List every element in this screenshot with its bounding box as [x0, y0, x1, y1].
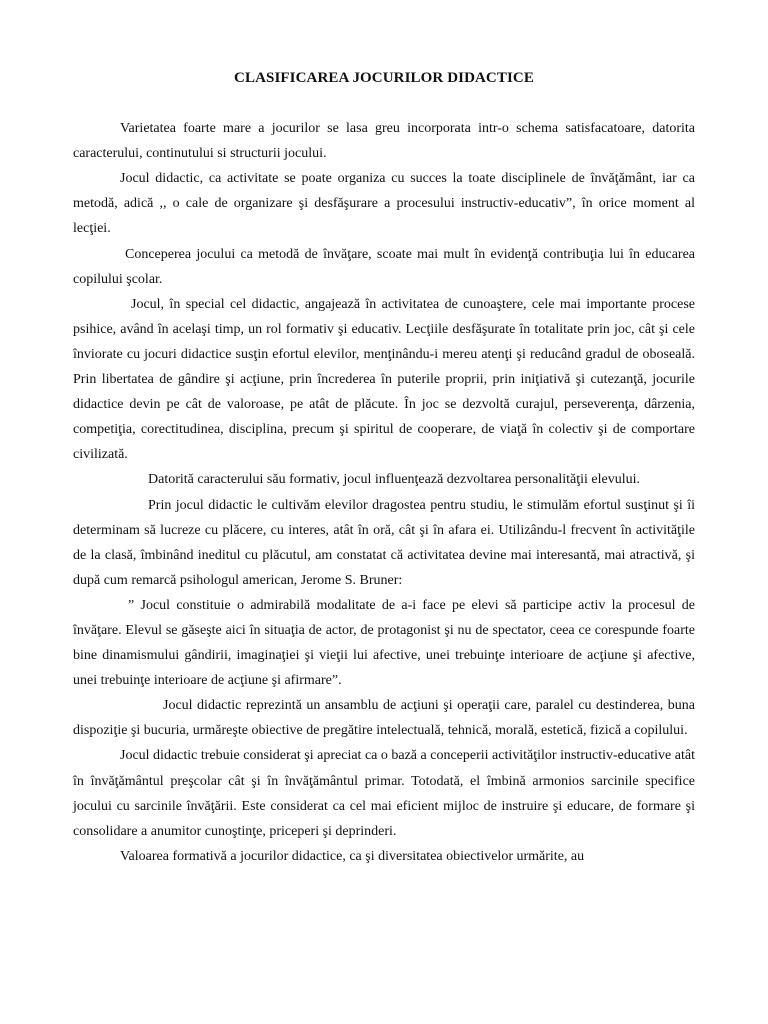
- paragraph-5: Datorită caracterului său formativ, jocul influenţează dezvoltarea personalităţii elevului.: [148, 472, 640, 488]
- paragraph-9: Jocul didactic trebuie considerat şi apreciat ca o bază a conceperii activităţilor instructiv-educative atât în învăţământul preşcolar cât şi în învăţământul primar. Totodată, el îmbină armonios sarcinile specifice jocului cu sarcinile învăţării. Este considerat ca cel mai eficient mijloc de instruire şi educare, de formare şi consolidare a anumitor cunoştinţe, priceperi şi deprinderi.: [73, 748, 695, 839]
- paragraph-6: Prin jocul didactic le cultivăm elevilor dragostea pentru studiu, le stimulăm efortul susţinut şi îi determinam să lucreze cu plăcere, cu interes, atât în oră, cât şi în afara ei. Utilizându-l frecvent în activităţile de la clasă, îmbinând ineditul cu plăcutul, am constatat că activitatea devine mai interesantă, mai atractivă, şi după cum remarcă psihologul american, Jerome S. Bruner:: [73, 497, 695, 588]
- document-page: [73, 66, 695, 869]
- paragraph-8: Jocul didactic reprezintă un ansamblu de acţiuni şi operaţii care, paralel cu destinderea, buna dispoziţie şi bucuria, urmăreşte obiective de pregătire intelectuală, tehnică, morală, estetică, fizică a copilului.: [73, 698, 695, 739]
- paragraph-10: Valoarea formativă a jocurilor didactice, ca şi diversitatea obiectivelor urmărite, au: [120, 848, 585, 864]
- document-title: CLASIFICAREA JOCURILOR DIDACTICE: [234, 70, 534, 86]
- paragraph-2: Jocul didactic, ca activitate se poate organiza cu succes la toate disciplinele de învăţământ, iar ca metodă, adică ,, o cale de organizare şi desfăşurare a procesului instructiv-educativ”, în orice moment al lecţiei.: [73, 171, 695, 237]
- paragraph-4: Jocul, în special cel didactic, angajează în activitatea de cunoaştere, cele mai importante procese psihice, având în acelaşi timp, un rol formativ şi educativ. Lecţiile desfăşurate în totalitate prin joc, cât şi cele înviorate cu jocuri didactice susţin efortul elevilor, menţinându-i mereu atenţi şi reducând gradul de oboseală. Prin libertatea de gândire şi acţiune, prin încrederea în puterile proprii, prin iniţiativă şi cutezanţă, jocurile didactice devin pe cât de valoroase, pe atât de plăcute. În joc se dezvoltă curajul, perseverenţa, dârzenia, competiţia, corectitudinea, disciplina, precum şi spiritul de cooperare, de viaţă în colectiv şi de comportare civilizată.: [73, 296, 695, 463]
- quote-paragraph: ” Jocul constituie o admirabilă modalitate de a-i face pe elevi să participe activ la procesul de învăţare. Elevul se găseşte aici în situaţia de actor, de protagonist şi nu de spectator, ceea ce corespunde foarte bine dinamismului gândirii, imaginaţiei şi vieţii lui afective, unei trebuinţe interioare de acţiune şi afective, unei trebuinţe interioare de acţiune şi afirmare”.: [73, 597, 695, 689]
- paragraph-1: Varietatea foarte mare a jocurilor se lasa greu incorporata intr-o schema satisfacatoare, datorita caracterului, continutului si structurii jocului.: [73, 121, 695, 162]
- paragraph-3: Conceperea jocului ca metodă de învăţare, scoate mai mult în evidenţă contribuţia lui în educarea copilului şcolar.: [73, 246, 695, 287]
